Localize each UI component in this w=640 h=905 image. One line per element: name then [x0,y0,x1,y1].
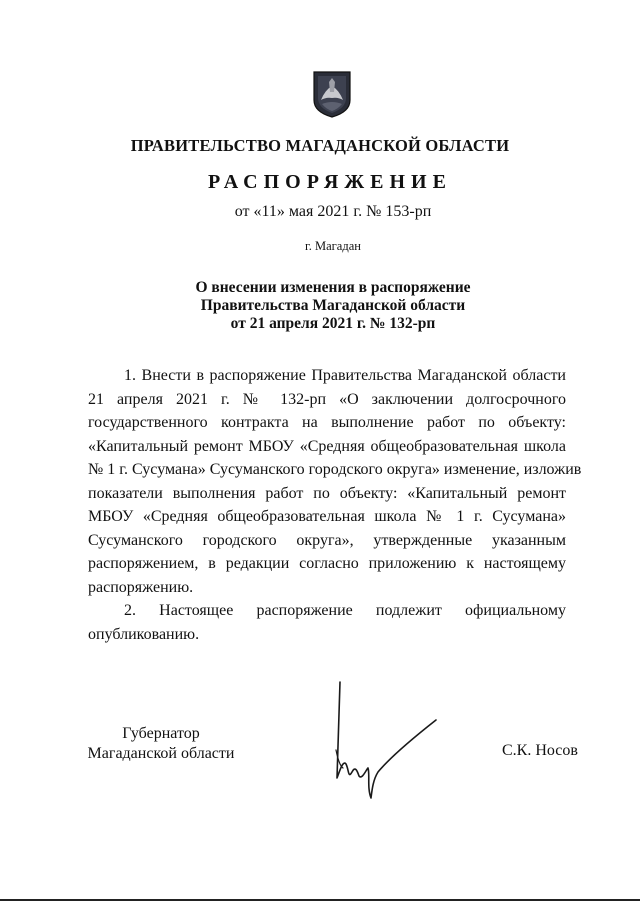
subject-line: Правительства Магаданской области [200,297,466,314]
subject-line: О внесении изменения в распоряжение [195,279,471,296]
paragraph-item-1 [88,364,582,599]
paragraph-item-2 [88,599,566,646]
body-line: № 1 г. Сусумана» Сусуманского городского округа» изменение, изложив [88,461,582,478]
body-line: Сусуманского городского округа», утвержденные указанным [88,531,566,549]
document-body [88,364,582,646]
body-line: 2. Настоящее распоряжение подлежит официальному [124,602,566,619]
document-subject [0,279,640,333]
body-line: 1. Внести в распоряжение Правительства Магаданской области [124,367,566,384]
page-bottom-edge [0,899,640,901]
issuing-city: г. Магадан [305,239,361,253]
subject-line: от 21 апреля 2021 г. № 132-рп [230,315,436,332]
document-type: РАСПОРЯЖЕНИЕ [208,171,452,193]
coat-of-arms-icon [312,70,352,118]
body-line: показатели выполнения работ по объекту: «Капитальный ремонт [88,484,566,502]
signatory-title-line: Магаданской области [87,745,235,762]
document-date-number: от «11» мая 2021 г. № 153-рп [234,203,432,220]
body-line: 21 апреля 2021 г. № 132-рп «О заключении долгосрочного [88,390,566,408]
signatory-title-line: Губернатор [122,725,200,742]
body-line: опубликованию. [88,625,200,643]
body-line: распоряжением, в редакции согласно приложению к настоящему [88,555,566,572]
body-line: распоряжению. [88,578,194,596]
handwritten-signature-icon [326,680,446,805]
signatory-title [86,724,236,764]
body-line: государственного контракта на выполнение работ по объекту: [88,414,566,431]
organization-name: ПРАВИТЕЛЬСТВО МАГАДАНСКОЙ ОБЛАСТИ [130,136,510,155]
body-line: «Капитальный ремонт МБОУ «Средняя общеобразовательная школа [88,437,566,455]
signatory-name: С.К. Носов [502,742,578,759]
body-line: МБОУ «Средняя общеобразовательная школа № 1 г. Сусумана» [88,508,566,525]
